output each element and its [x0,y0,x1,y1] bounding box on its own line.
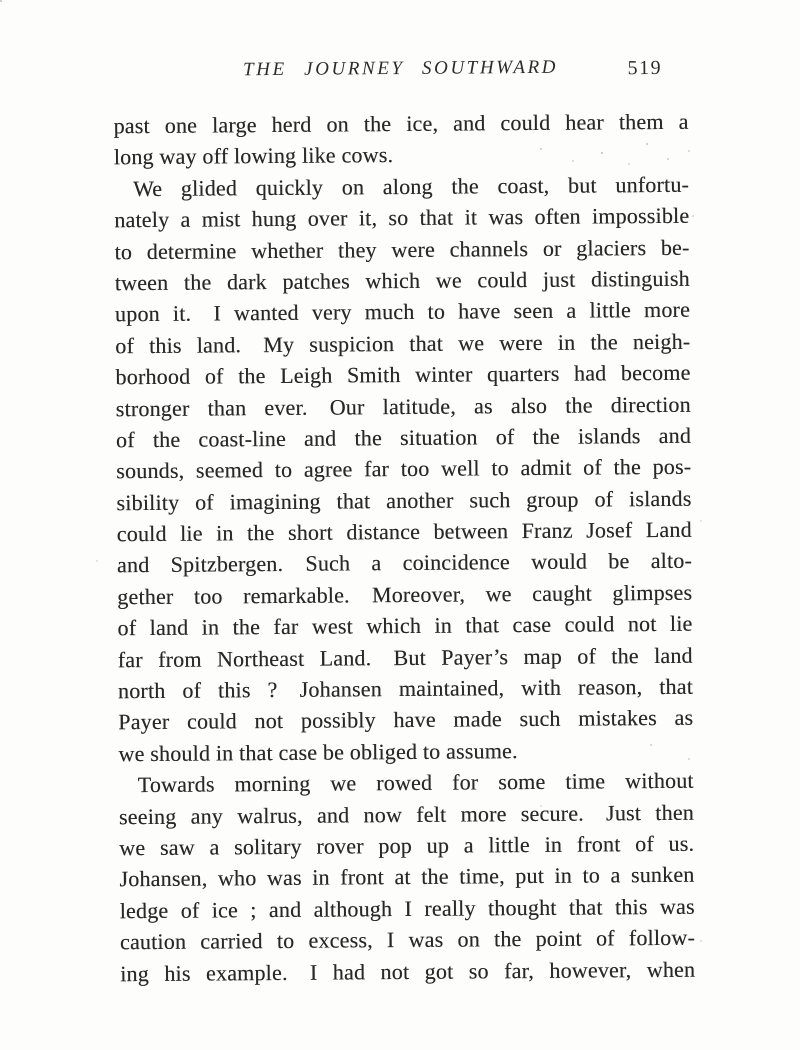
text-line: of land in the far west which in that case could not lie [117,610,693,641]
text-line: stronger than ever. Our latitude, as also the direction [115,391,691,421]
text-line: north of this ? Johansen maintained, with reason, that [117,673,694,704]
running-head-title: THE JOURNEY SOUTHWARD [243,56,559,81]
page-content [113,56,695,989]
text-line: gether too remarkable. Moreover, we caught glimpses [117,579,693,610]
text-line: sounds, seemed to agree far too well to admit of the pos- [116,454,692,484]
text-line: and Spitzbergen. Such a coincidence would be alto- [116,548,693,578]
text-line: ledge of ice ; and although I really thought that this was [119,893,695,923]
text-line: We glided quickly on along the coast, but unfortu- [132,171,690,201]
paragraph [113,106,688,173]
text-line: Johansen, who was in front at the time, put in to a sunken [119,862,695,892]
text-line: upon it. I wanted very much to have seen a little more [114,297,691,327]
text-line: borhood of the Leigh Smith winter quarters had become [115,359,691,390]
scan-speckles [0,0,2,2]
text-line: could lie in the short distance between Franz Josef Land [116,516,692,547]
text-line: tween the dark patches which we could just distinguish [114,265,690,296]
text-line: sibility of imagining that another such group of islands [116,485,692,515]
paragraph [119,765,696,989]
text-line: of this land. My suspicion that we were in the neigh- [115,328,691,358]
text-line: far from Northeast Land. But Payer’s map of the land [117,642,693,672]
text-line: caution carried to excess, I was on the point of follow- [119,924,696,955]
paragraph [114,169,694,770]
running-head [113,56,688,91]
text-line: we should in that case be obliged to assume. [118,737,518,767]
text-line: we saw a solitary rover pop up a little in front of us. [119,830,695,861]
text-line: Payer could not possibly have made such mistakes as [118,705,694,735]
text-line: long way off lowing like cows. [113,142,394,170]
text-line: Towards morning we rowed for some time without [137,767,694,798]
body-text [113,106,695,989]
text-line: of the coast-line and the situation of the islands and [115,422,692,453]
text-line: nately a mist hung over it, so that it was often impossible [114,202,690,233]
text-line: to determine whether they were channels or glaciers be- [114,234,690,264]
text-line: ing his example. I had not got so far, however, when [120,956,696,986]
page-number: 519 [627,56,663,80]
text-line: past one large herd on the ice, and could hear them a [113,108,689,139]
text-line: seeing any walrus, and now felt more secure. Just then [118,799,695,829]
